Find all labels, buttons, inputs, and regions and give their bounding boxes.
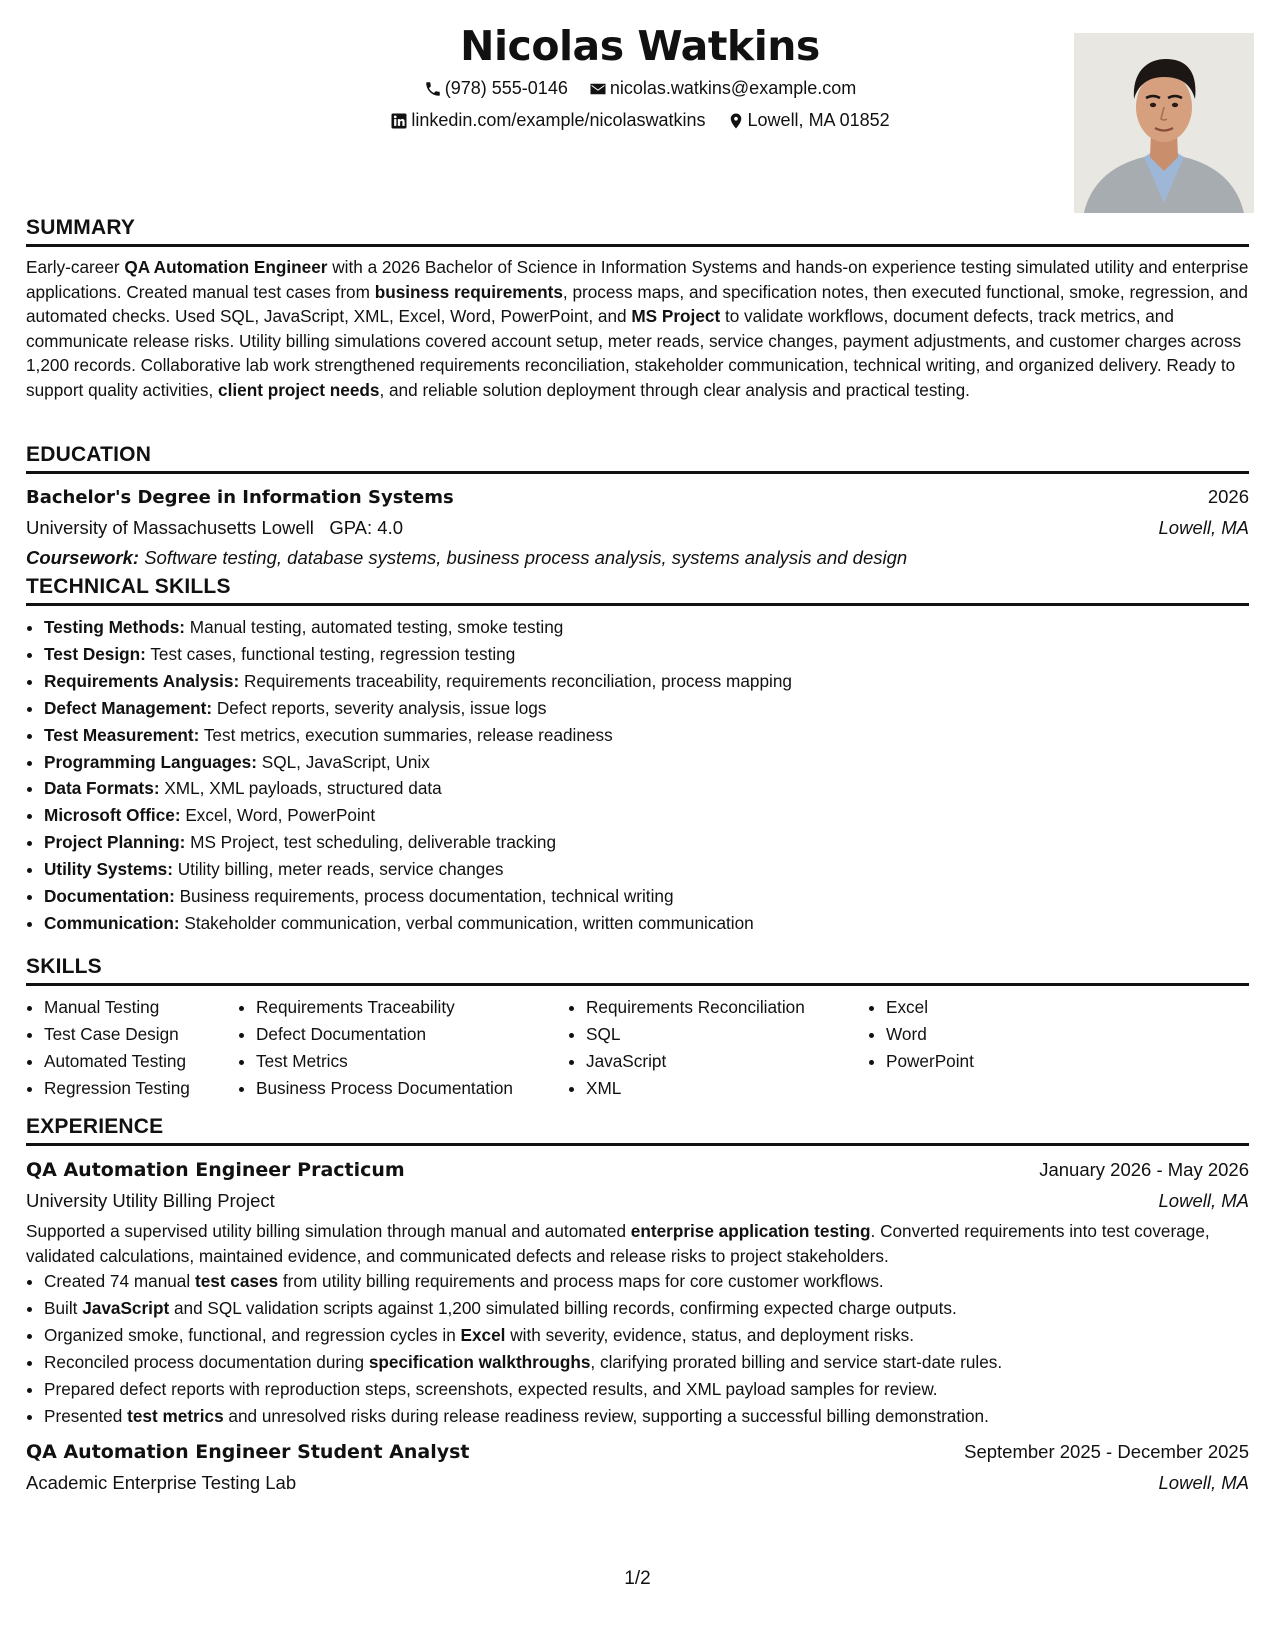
skills-column-3 xyxy=(568,994,868,1102)
skills-section xyxy=(26,955,1249,1102)
job-bullets xyxy=(26,1268,1249,1429)
list-item: • Regression Testing xyxy=(44,1075,238,1102)
education-degree-row xyxy=(26,482,1249,513)
school-name: University of Massachusetts Lowell xyxy=(26,517,314,538)
technical-skills-list xyxy=(26,614,1249,937)
job-title: QA Automation Engineer Practicum xyxy=(26,1159,405,1181)
list-item: • Project Planning: MS Project, test scheduling, deliverable tracking xyxy=(44,829,1249,856)
list-item: • Data Formats: XML, XML payloads, structured data xyxy=(44,775,1249,802)
job-org-row-2 xyxy=(26,1468,1249,1498)
page-number: 1/2 xyxy=(624,1568,651,1589)
school-location: Lowell, MA xyxy=(1158,517,1249,538)
location-contact xyxy=(727,110,890,131)
job-organization: University Utility Billing Project xyxy=(26,1190,275,1211)
list-item: • Prepared defect reports with reproduction steps, screenshots, expected results, and XML payload samples for review. xyxy=(44,1376,1249,1403)
gpa: GPA: 4.0 xyxy=(329,517,404,538)
list-item: • Automated Testing xyxy=(44,1048,238,1075)
list-item: • Test Design: Test cases, functional testing, regression testing xyxy=(44,641,1249,668)
experience-section xyxy=(26,1115,1249,1498)
email-contact[interactable] xyxy=(589,78,856,99)
technical-skills-section xyxy=(26,575,1249,937)
summary-section xyxy=(26,216,1249,402)
linkedin-contact[interactable] xyxy=(390,110,705,131)
list-item: • Requirements Reconciliation xyxy=(586,994,868,1021)
linkedin-url: linkedin.com/example/nicolaswatkins xyxy=(411,110,706,130)
list-item: • PowerPoint xyxy=(886,1048,1086,1075)
list-item: • Presented test metrics and unresolved risks during release readiness review, supporting a successful billing demonstration. xyxy=(44,1403,1249,1430)
job-dates: September 2025 - December 2025 xyxy=(964,1441,1249,1463)
skills-column-1 xyxy=(26,994,238,1102)
graduation-year: 2026 xyxy=(1207,486,1249,507)
education-school-row xyxy=(26,513,1249,543)
list-item: • Business Process Documentation xyxy=(256,1075,568,1102)
list-item: • XML xyxy=(586,1075,868,1102)
contact-row-1 xyxy=(26,78,1254,103)
skills-column-2 xyxy=(238,994,568,1102)
list-item: • Reconciled process documentation during specification walkthroughs, clarifying prorated billing and service start-date rules. xyxy=(44,1349,1249,1376)
job-title-row xyxy=(26,1154,1249,1186)
linkedin-icon xyxy=(390,112,408,130)
job-organization: Academic Enterprise Testing Lab xyxy=(26,1472,297,1494)
list-item: • Programming Languages: SQL, JavaScript, Unix xyxy=(44,749,1249,776)
email-address: nicolas.watkins@example.com xyxy=(609,78,857,98)
list-item: • Organized smoke, functional, and regression cycles in Excel with severity, evidence, status, and deployment risks. xyxy=(44,1322,1249,1349)
summary-paragraph: Early-career QA Automation Engineer with a 2026 Bachelor of Science in Information Systems and hands-on experience testing simulated utility and enterprise applications. Created manual test cases from business requirements, process maps, and specification notes, then executed functional, smoke, regression, and automated checks. Used SQL, JavaScript, XML, Excel, Word, PowerPoint, and MS Project to validate workflows, document defects, track metrics, and communicate release risks. Utility billing simulations covered account setup, meter reads, service changes, payment adjustments, and customer charges across 1,200 records. Collaborative lab work strengthened requirements reconciliation, stakeholder communication, technical writing, and organized delivery. Ready to support quality activities, client project needs, and reliable solution deployment through clear analysis and practical testing. xyxy=(26,257,1249,400)
list-item: • Test Measurement: Test metrics, execution summaries, release readiness xyxy=(44,722,1249,749)
list-item: • Test Case Design xyxy=(44,1021,238,1048)
list-item: • Documentation: Business requirements, process documentation, technical writing xyxy=(44,883,1249,910)
list-item: • Created 74 manual test cases from utility billing requirements and process maps for core customer workflows. xyxy=(44,1268,1249,1295)
phone-number: (978) 555-0146 xyxy=(444,78,568,98)
job-location: Lowell, MA xyxy=(1158,1472,1249,1494)
degree-name: Bachelor's Degree in Information Systems xyxy=(26,487,454,508)
list-item: • Utility Systems: Utility billing, meter reads, service changes xyxy=(44,856,1249,883)
phone-icon xyxy=(424,80,442,98)
section-title-education: EDUCATION xyxy=(26,443,1249,474)
section-title-technical-skills: TECHNICAL SKILLS xyxy=(26,575,1249,606)
section-title-experience: EXPERIENCE xyxy=(26,1115,1249,1146)
section-title-skills: SKILLS xyxy=(26,955,1249,986)
location-text: Lowell, MA 01852 xyxy=(747,110,890,130)
contact-row-2 xyxy=(26,110,1254,135)
list-item: • Manual Testing xyxy=(44,994,238,1021)
school-line xyxy=(26,513,403,543)
list-item: • Built JavaScript and SQL validation scripts against 1,200 simulated billing records, confirming expected charge outputs. xyxy=(44,1295,1249,1322)
job-title: QA Automation Engineer Student Analyst xyxy=(26,1441,470,1464)
skills-column-4 xyxy=(868,994,1086,1102)
section-title-summary: SUMMARY xyxy=(26,216,1249,247)
list-item: • Requirements Traceability xyxy=(256,994,568,1021)
profile-photo xyxy=(1074,33,1254,213)
job-title-row-2 xyxy=(26,1436,1249,1468)
resume-header xyxy=(26,22,1254,212)
coursework-label: Coursework: xyxy=(26,547,140,568)
list-item: • Testing Methods: Manual testing, automated testing, smoke testing xyxy=(44,614,1249,641)
coursework-text: Software testing, database systems, business process analysis, systems analysis and design xyxy=(144,547,908,568)
list-item: • Requirements Analysis: Requirements traceability, requirements reconciliation, process mapping xyxy=(44,668,1249,695)
list-item: • Defect Documentation xyxy=(256,1021,568,1048)
job-dates: January 2026 - May 2026 xyxy=(1039,1159,1249,1180)
list-item: • Communication: Stakeholder communication, verbal communication, written communication xyxy=(44,910,1249,937)
skills-grid xyxy=(26,994,1249,1102)
list-item: • Defect Management: Defect reports, severity analysis, issue logs xyxy=(44,695,1249,722)
education-section xyxy=(26,443,1249,573)
list-item: • Word xyxy=(886,1021,1086,1048)
phone-contact[interactable] xyxy=(424,78,568,99)
job-location: Lowell, MA xyxy=(1158,1190,1249,1211)
envelope-icon xyxy=(589,80,607,98)
job-org-row xyxy=(26,1186,1249,1216)
list-item: • JavaScript xyxy=(586,1048,868,1075)
list-item: • Microsoft Office: Excel, Word, PowerPoint xyxy=(44,802,1249,829)
map-pin-icon xyxy=(727,112,745,130)
coursework-line xyxy=(26,543,1249,573)
list-item: • SQL xyxy=(586,1021,868,1048)
list-item: • Excel xyxy=(886,994,1086,1021)
list-item: • Test Metrics xyxy=(256,1048,568,1075)
job-intro: Supported a supervised utility billing simulation through manual and automated enterprise application testing. Converted requirements into test coverage, validated calculations, maintained evidence, and communicated defects and release risks to project stakeholders. xyxy=(26,1221,1210,1266)
candidate-name: Nicolas Watkins xyxy=(460,22,820,70)
